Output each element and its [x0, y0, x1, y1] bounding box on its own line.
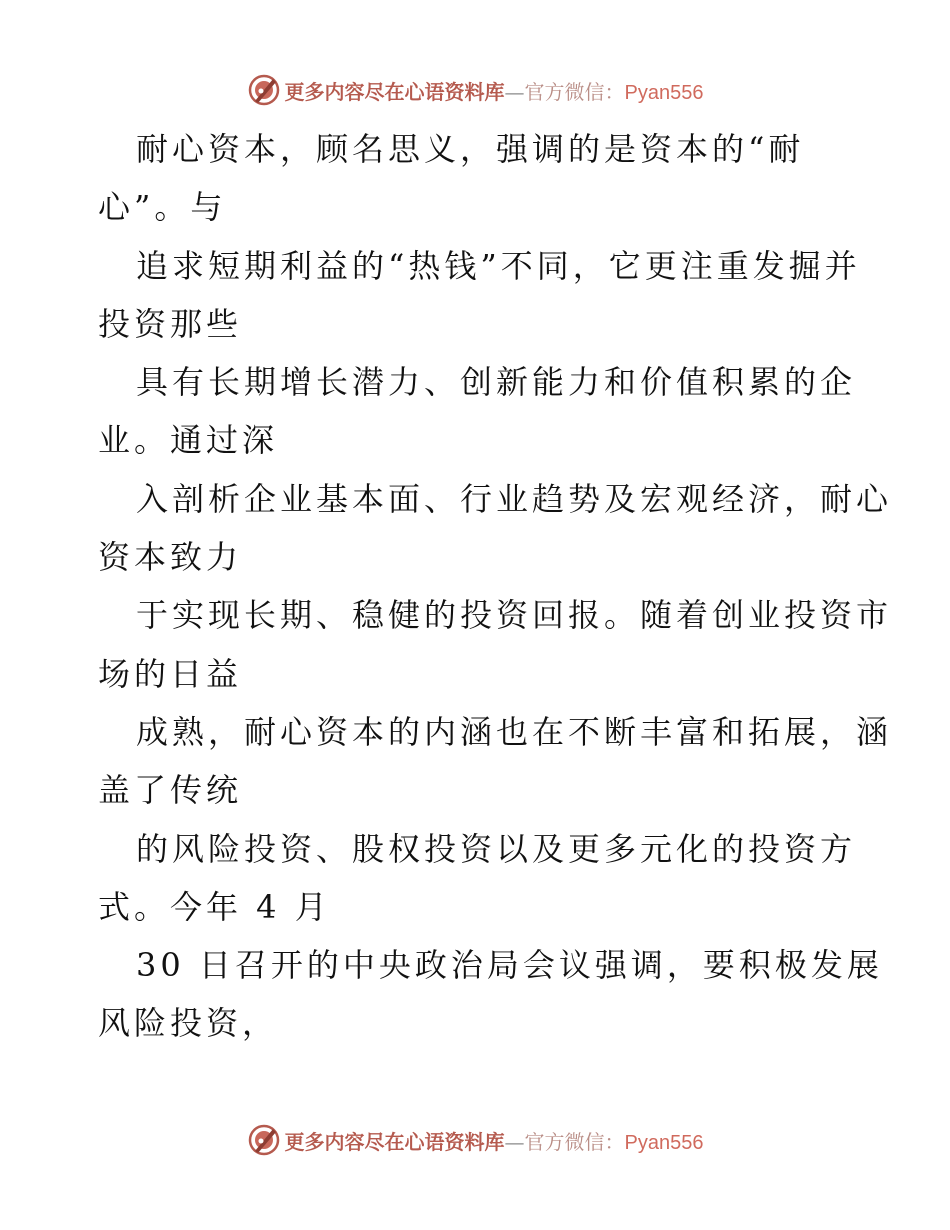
text-line: 30 日召开的中央政治局会议强调，要积极发展: [136, 946, 883, 985]
text-line: 心”。与: [98, 188, 227, 227]
text-line: 业。通过深: [98, 421, 279, 460]
header-promo-text: 更多内容尽在心语资料库—官方微信：Pyan556: [284, 79, 704, 104]
article-body: [98, 120, 893, 1053]
text-line: 场的日益: [98, 654, 243, 693]
text-line: 耐心资本，顾名思义，强调的是资本的“耐: [136, 130, 805, 168]
text-line: 入剖析企业基本面、行业趋势及宏观经济，耐心: [136, 479, 893, 518]
text-line: 盖了传统: [98, 771, 243, 810]
text-line: 成熟，耐心资本的内涵也在不断丰富和拓展，涵: [136, 712, 893, 751]
text-line: 资本致力: [98, 538, 243, 577]
header-banner: [0, 70, 950, 110]
pen-logo-icon: [247, 73, 281, 107]
text-line: 式。今年 4 月: [98, 887, 331, 926]
text-line: 的风险投资、股权投资以及更多元化的投资方: [136, 829, 857, 868]
text-line: 投资那些: [98, 304, 243, 343]
text-line: 具有长期增长潜力、创新能力和价值积累的企: [136, 363, 857, 402]
footer-banner: [0, 1120, 950, 1160]
text-line: 风险投资，: [98, 1004, 279, 1043]
footer-promo-text: 更多内容尽在心语资料库—官方微信：Pyan556: [284, 1129, 704, 1154]
text-line: 追求短期利益的“热钱”不同，它更注重发掘并: [136, 246, 861, 285]
text-line: 于实现长期、稳健的投资回报。随着创业投资市: [136, 596, 893, 635]
pen-logo-icon: [247, 1123, 281, 1157]
